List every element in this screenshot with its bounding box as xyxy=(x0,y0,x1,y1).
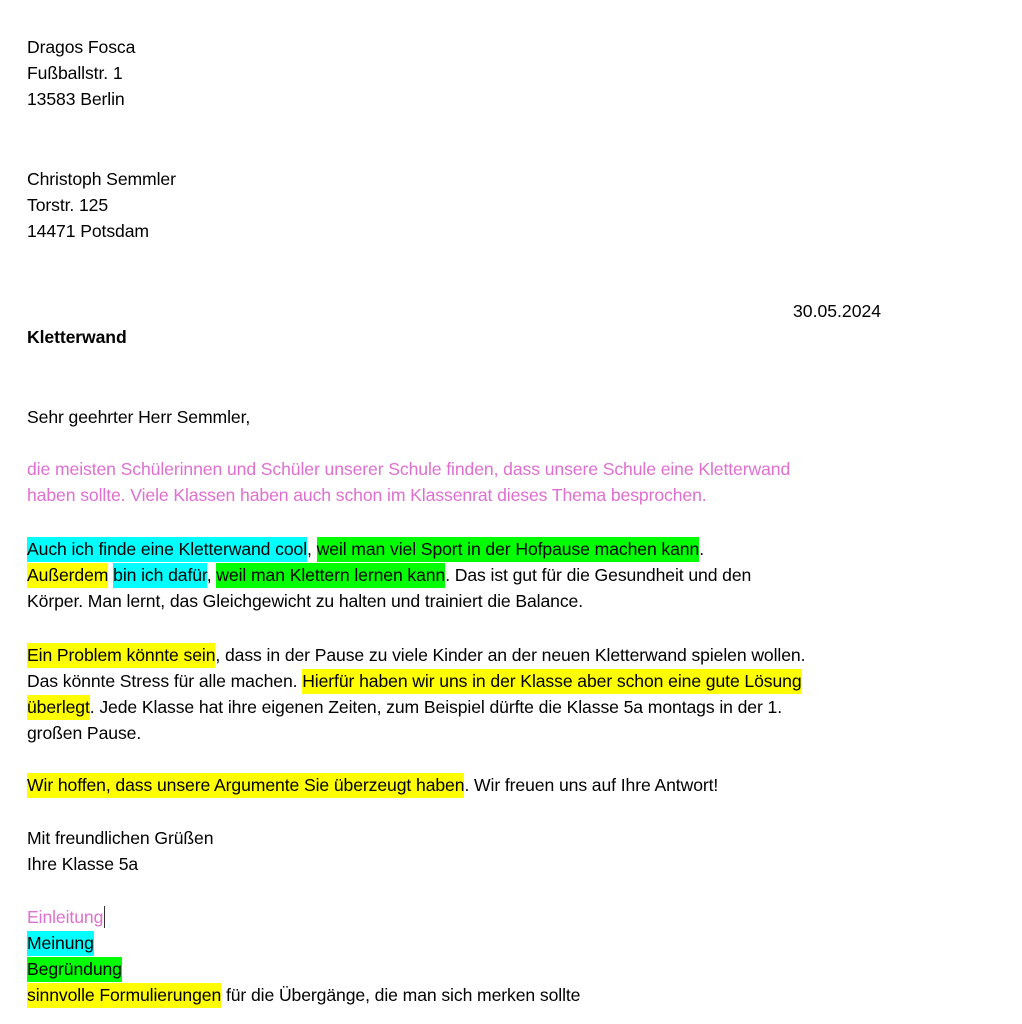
text: . Jede Klasse hat ihre eigenen Zeiten, zum Beispiel dürfte die Klasse 5a montags in der 1. xyxy=(89,697,783,717)
sender-street: Fußballstr. 1 xyxy=(27,63,123,83)
legend-intro[interactable] xyxy=(27,904,105,930)
transition-highlight: überlegt xyxy=(27,695,90,720)
paragraph-2-line-3: Körper. Man lernt, das Gleichgewicht zu halten und trainiert die Balance. xyxy=(27,591,584,611)
legend-opinion-label: Meinung xyxy=(27,931,94,956)
reason-highlight: weil man viel Sport in der Hofpause machen kann xyxy=(317,537,700,562)
intro-line-1: die meisten Schülerinnen und Schüler unserer Schule finden, dass unsere Schule eine Kletterwand xyxy=(27,459,791,479)
text: . Wir freuen uns auf Ihre Antwort! xyxy=(464,775,719,795)
paragraph-3-line-4: großen Pause. xyxy=(27,723,142,743)
opinion-highlight: Auch ich finde eine Kletterwand cool xyxy=(27,537,307,562)
salutation: Sehr geehrter Herr Semmler, xyxy=(27,407,251,427)
legend-reason-label: Begründung xyxy=(27,957,122,982)
opinion-highlight: bin ich dafür xyxy=(113,563,207,588)
text: . Das ist gut für die Gesundheit und den xyxy=(445,565,752,585)
subject-line: Kletterwand xyxy=(27,327,127,347)
transition-highlight: Ein Problem könnte sein xyxy=(27,643,215,668)
reason-highlight: weil man Klettern lernen kann xyxy=(216,563,445,588)
transition-highlight: Wir hoffen, dass unsere Argumente Sie überzeugt haben xyxy=(27,773,464,798)
text-cursor xyxy=(104,906,105,928)
legend-transition-label: sinnvolle Formulierungen xyxy=(27,983,221,1008)
paragraph-3-line-1 xyxy=(27,642,805,668)
paragraph-4 xyxy=(27,772,718,798)
legend-intro-label: Einleitung xyxy=(27,907,104,927)
text: . xyxy=(699,539,704,559)
recipient-city: 14471 Potsdam xyxy=(27,221,149,241)
paragraph-2-line-1 xyxy=(27,536,704,562)
text: , dass in der Pause zu viele Kinder an der neuen Kletterwand spielen wollen. xyxy=(215,645,806,665)
closing-greeting: Mit freundlichen Grüßen xyxy=(27,828,214,848)
paragraph-2-line-2 xyxy=(27,562,751,588)
intro-line-2: haben sollte. Viele Klassen haben auch schon im Klassenrat dieses Thema besprochen. xyxy=(27,485,707,505)
legend-opinion xyxy=(27,930,94,956)
legend-reason xyxy=(27,956,122,982)
paragraph-3-line-2 xyxy=(27,668,802,694)
paragraph-3-line-3 xyxy=(27,694,782,720)
transition-highlight: Außerdem xyxy=(27,563,108,588)
recipient-name: Christoph Semmler xyxy=(27,169,176,189)
recipient-street: Torstr. 125 xyxy=(27,195,109,215)
letter-date: 30.05.2024 xyxy=(793,301,882,321)
sender-city: 13583 Berlin xyxy=(27,89,125,109)
legend-transition-note: für die Übergänge, die man sich merken sollte xyxy=(221,985,581,1005)
text: Das könnte Stress für alle machen. xyxy=(27,671,303,691)
closing-signature: Ihre Klasse 5a xyxy=(27,854,139,874)
transition-highlight: Hierfür haben wir uns in der Klasse aber schon eine gute Lösung xyxy=(302,669,801,694)
text: , xyxy=(206,565,217,585)
text: , xyxy=(307,539,317,559)
sender-name: Dragos Fosca xyxy=(27,37,136,57)
legend-transition xyxy=(27,982,580,1008)
